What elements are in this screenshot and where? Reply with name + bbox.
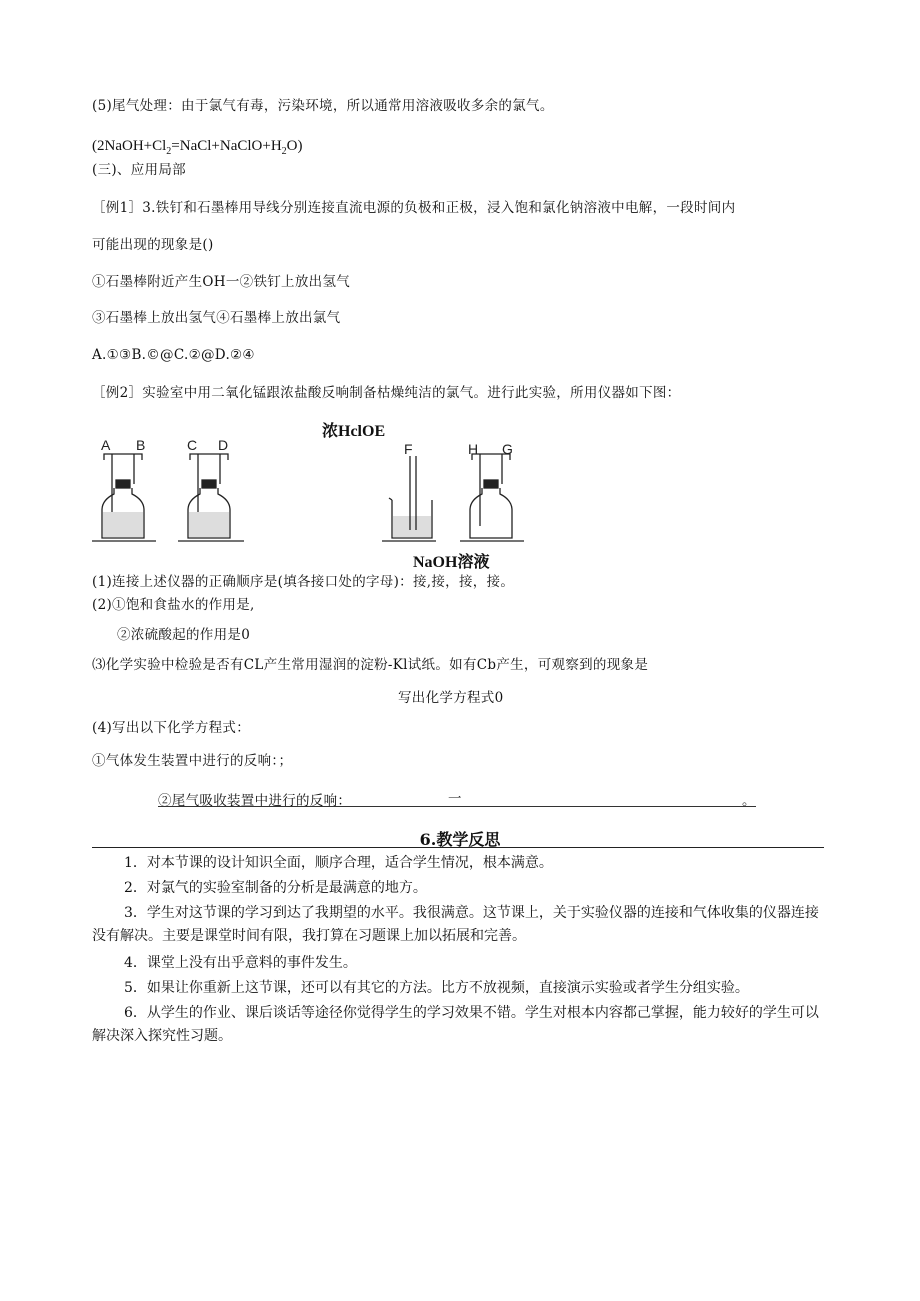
letter-a: A	[101, 437, 111, 453]
heading-teaching-reflection: 6.教学反思	[419, 830, 501, 849]
formula-subscript: 2	[281, 146, 287, 157]
reflection-6: 6．从学生的作业、课后谈话等途径你觉得学生的学习效果不错。学生对根本内容都己掌握，能力较好的学生可以解决深入探究性习题。	[92, 1005, 819, 1044]
collection-bottle	[470, 454, 512, 538]
gas-washing-bottle-1	[102, 454, 144, 538]
example-1-line-2: 可能出现的现象是()	[92, 237, 214, 253]
reflection-5: 5．如果让你重新上这节课，还可以有其它的方法。比方不放视频，直接演示实验或者学生分组实验。	[124, 980, 749, 996]
question-2a: (2)①饱和食盐水的作用是,	[92, 597, 255, 613]
question-4b: ②尾气吸收装置中进行的反响：	[158, 793, 352, 809]
letter-f: F	[404, 441, 413, 457]
question-4b-end: 。	[742, 793, 756, 809]
option-line-2: ③石墨棒上放出氢气④石墨棒上放出氯气	[92, 310, 341, 326]
heading-divider	[92, 847, 824, 848]
question-2b: ②浓硫酸起的作用是0	[117, 627, 251, 643]
question-4b-dash: 一	[448, 791, 462, 807]
line-tail-gas: (5)尾气处理：由于氯气有毒，污染环境，所以通常用溶液吸收多余的氯气。	[92, 98, 554, 114]
formula-naoh-cl2	[92, 137, 303, 161]
answer-choices: A.①③B.©@C.②@D.②④	[92, 347, 255, 363]
letter-g: G	[502, 441, 513, 457]
letter-b: B	[136, 437, 146, 453]
formula-part: (2NaOH+Cl	[92, 138, 167, 154]
question-1: (1)连接上述仪器的正确顺序是(填各接口处的字母)：接,接，接，接。	[92, 574, 515, 590]
answer-blank-line	[158, 806, 756, 807]
example-2: ［例2］实验室中用二氧化锰跟浓盐酸反响制备枯燥纯洁的氯气。进行此实验，所用仪器如下图：	[92, 385, 681, 401]
gas-washing-bottle-2	[188, 454, 230, 538]
option-line-1: ①石墨棒附近产生OH一②铁钉上放出氢气	[92, 274, 351, 290]
letter-h: H	[468, 441, 479, 457]
letter-c: C	[187, 437, 198, 453]
formula-part: O)	[286, 138, 303, 154]
beaker-naoh	[389, 456, 432, 538]
reflection-4: 4．课堂上没有出乎意料的事件发生。	[124, 955, 357, 971]
example-1-line-1: ［例1］3.铁钉和石墨棒用导线分别连接直流电源的负极和正极，浸入饱和氯化钠溶液中电解，一段时间内	[92, 200, 736, 216]
question-4a: ①气体发生装置中进行的反响：；	[92, 753, 293, 769]
reflection-3: 3．学生对这节课的学习到达了我期望的水平。我很满意。这节课上，关于实验仪器的连接和气体收集的仪器连接没有解决。主要是课堂时间有限，我打算在习题课上加以拓展和完善。	[92, 905, 819, 944]
letter-d: D	[218, 437, 229, 453]
question-3: ⑶化学实验中检验是否有CL产生常用湿润的淀粉-Kl试纸。如有Cb产生，可观察到的现象是	[92, 657, 649, 673]
formula-subscript: 2	[166, 146, 172, 157]
figure-label-naoh: NaOH溶液	[413, 554, 490, 571]
apparatus-figure	[92, 436, 552, 548]
question-4: (4)写出以下化学方程式：	[92, 720, 251, 736]
question-3b: 写出化学方程式0	[398, 690, 504, 706]
reflection-2: 2．对氯气的实验室制备的分析是最满意的地方。	[124, 880, 427, 896]
section-application: (三)、应用局部	[92, 162, 186, 178]
figure-label-conc-hcl: 浓HclOE	[322, 423, 386, 440]
reflection-1: 1．对本节课的设计知识全面，顺序合理，适合学生情况，根本满意。	[124, 855, 553, 871]
formula-part: =NaCl+NaClO+H	[171, 138, 282, 154]
